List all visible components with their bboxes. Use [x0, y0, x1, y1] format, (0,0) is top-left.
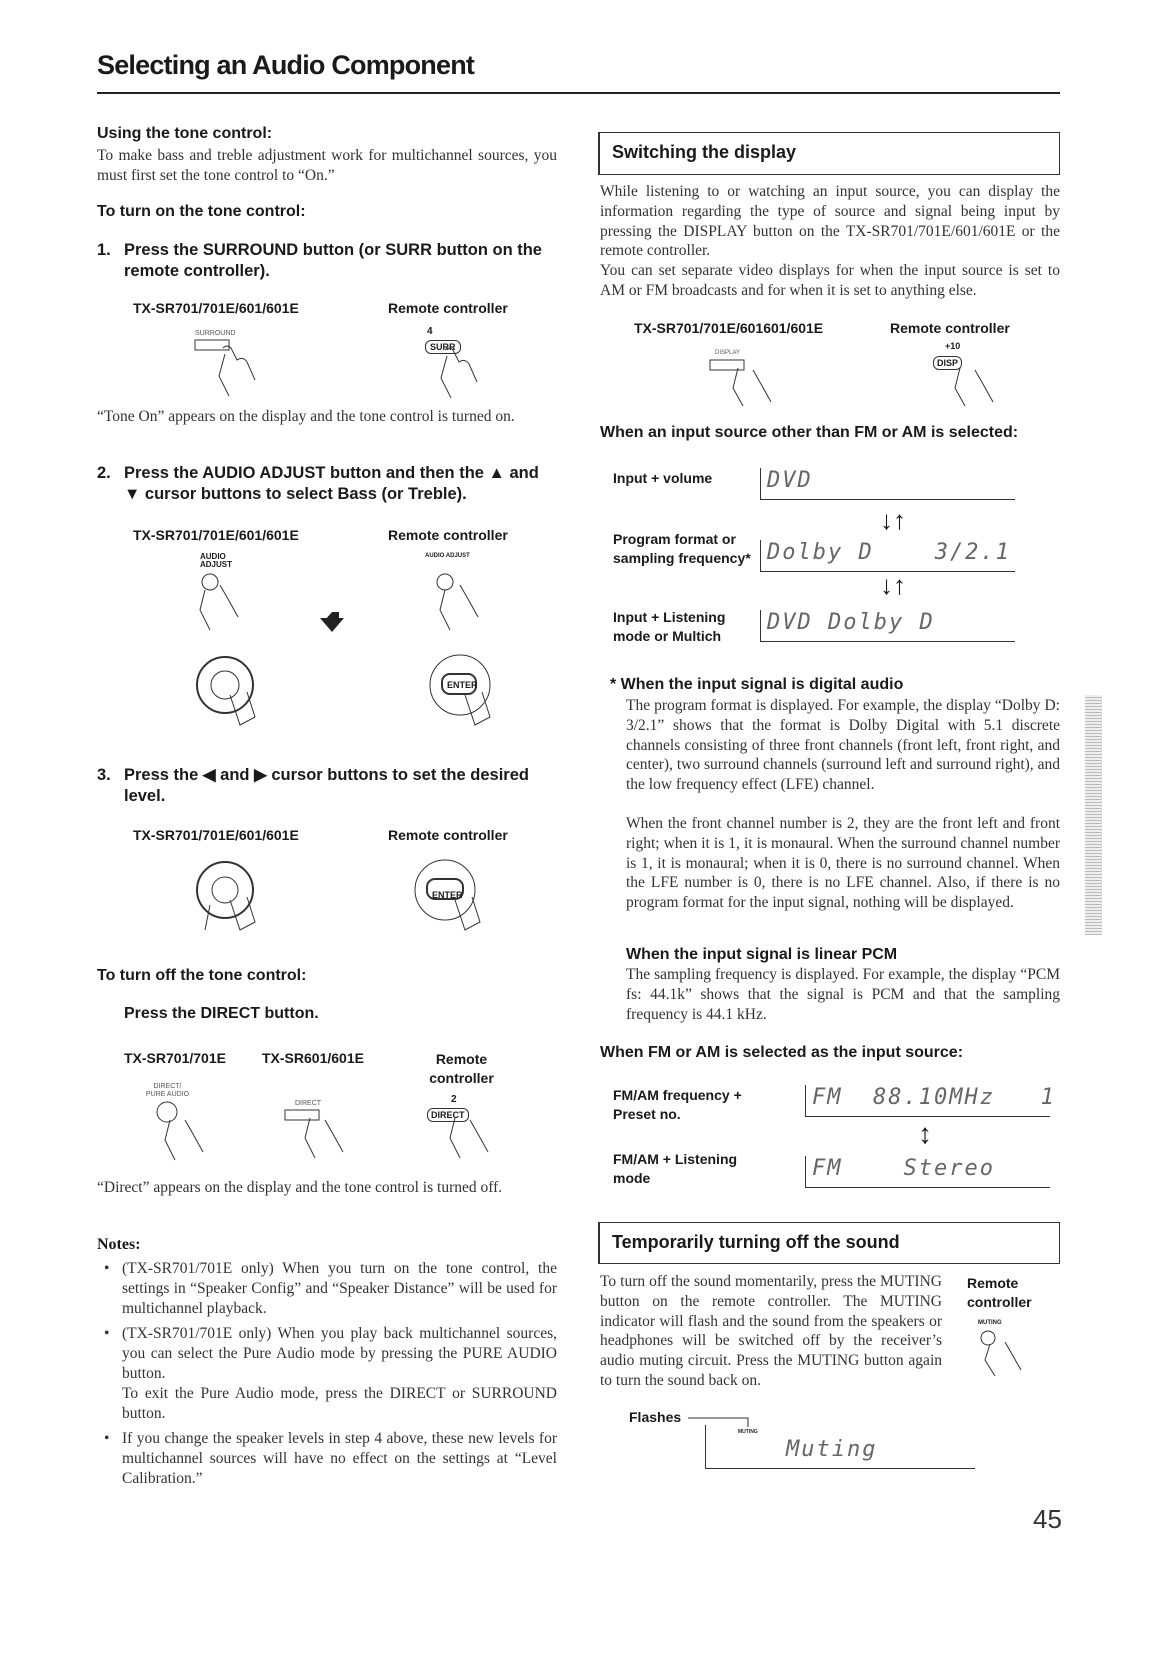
turn-on-heading: To turn on the tone control:: [97, 203, 306, 220]
notes-heading: Notes:: [97, 1236, 141, 1253]
side-tab-marker: [1085, 695, 1102, 935]
direct-button: DIRECT: [427, 1108, 469, 1122]
step-number: 2.: [97, 464, 111, 482]
unit-label: TX-SR701/701E/601/601E: [133, 527, 299, 543]
display-button-illustrations: [710, 360, 1030, 410]
hand-icon: [445, 345, 505, 400]
tone-heading: Using the tone control:: [97, 125, 273, 142]
muting-indicator: MUTING: [738, 1429, 758, 1435]
other-source-heading: When an input source other than FM or AM is selected:: [600, 424, 1019, 441]
unit-label: TX-SR701/701E/601/601E: [133, 827, 299, 843]
tone-on-text: “Tone On” appears on the display and the tone control is turned on.: [97, 408, 515, 425]
page-number: 45: [1033, 1504, 1062, 1534]
step-1: [97, 240, 557, 282]
arrows-icon: ↓↑: [880, 505, 906, 535]
remote-audio-adjust-label: AUDIO ADJUST: [425, 553, 470, 559]
lcd-display: Dolby D 3/2.1: [760, 540, 1015, 572]
lcd-display: DVD Dolby D: [760, 610, 1015, 642]
surround-label: SURROUND: [195, 330, 236, 337]
surr-button: SURR: [425, 340, 461, 354]
direct-button-illustrations: [145, 1100, 505, 1170]
remote-label: Remote controller: [388, 300, 508, 316]
note-text: If you change the speaker levels in step 4 above, these new levels for multichannel sources will have no effect on the settings at “Level Calibration.”: [122, 1430, 557, 1487]
row-label: FM/AM + Listening mode: [613, 1151, 738, 1186]
audio-adjust-illustration: [195, 570, 495, 750]
lcd-display: FM 88.10MHz 1: [805, 1085, 1050, 1117]
section-title: Switching the display: [612, 142, 797, 162]
remote-label: Remote controller: [388, 527, 508, 543]
note-text: To exit the Pure Audio mode, press the DIRECT or SURROUND button.: [122, 1384, 557, 1422]
label-remote: Remote controller: [429, 1051, 494, 1086]
label-tx-sr601: TX-SR601/601E: [262, 1050, 364, 1066]
pcm-heading: When the input signal is linear PCM: [626, 946, 898, 963]
step-text: Press the SURROUND button (or SURR button on the remote controller).: [124, 241, 542, 280]
remote-label: Remote controller: [388, 827, 508, 843]
step-2: [97, 463, 557, 505]
unit-label: TX-SR701/701E/601601/601E: [634, 320, 824, 336]
digital-paragraph-1: The program format is displayed. For example, the display “Dolby D: 3/2.1” shows that the format is Dolby Digital with 5.1 discrete channels consisting of three front channels (front left, front right, and center), two surround channels (surround left and surround right), and the low frequency effect (LFE) channel.: [626, 697, 1060, 794]
note-text: (TX-SR701/701E only) When you turn on the tone control, the settings in “Speaker Config” and “Speaker Distance” will be used for multichannel playback.: [122, 1260, 557, 1317]
note-item: • (TX-SR701/701E only) When you play back multichannel sources, you can select the Pure Audio mode by pressing the PURE AUDIO button.: [104, 1325, 557, 1382]
label-tx-sr701: TX-SR701/701E: [124, 1050, 226, 1066]
enter-button: ENTER: [432, 890, 463, 900]
muting-lcd-display: [705, 1425, 975, 1469]
note-item: • (TX-SR701/701E only) When you turn on the tone control, the settings in “Speaker Config” and “Speaker Distance” will be used for multichannel playback.: [104, 1260, 557, 1317]
turn-off-heading: To turn off the tone control:: [97, 967, 307, 984]
fm-heading: When FM or AM is selected as the input source:: [600, 1044, 964, 1061]
muting-header: [598, 1222, 1060, 1264]
cursor-buttons-illustration: [180, 855, 520, 945]
section-title: Temporarily turning off the sound: [612, 1232, 900, 1252]
digital-heading: * When the input signal is digital audio: [610, 676, 904, 693]
remote-number-4: 4: [427, 326, 433, 337]
note-text: (TX-SR701/701E only) When you play back multichannel sources, you can select the Pure Audio mode by pressing the PURE AUDIO button.: [122, 1325, 557, 1382]
muting-button-label: MUTING: [978, 1320, 1002, 1326]
step-text: Press the ◀ and ▶ cursor buttons to set the desired level.: [124, 766, 529, 805]
row-label: Input + volume: [613, 470, 713, 486]
page-title: Selecting an Audio Component: [97, 50, 475, 80]
step-text: Press the AUDIO ADJUST button and then the ▲ and ▼ cursor buttons to select Bass (or Treble).: [124, 464, 539, 503]
enter-button: ENTER: [447, 680, 478, 690]
remote-label: Remote controller: [967, 1275, 1032, 1310]
tone-intro: To make bass and treble adjustment work for multichannel sources, you must first set the tone control to “On.”: [97, 147, 557, 184]
muting-paragraph: To turn off the sound momentarily, press the MUTING button on the remote controller. The MUTING indicator will flash and the sound from the speakers or headphones will be switched off by the receiver’s audio muting circuit. Press the MUTING button again to turn the sound back on.: [600, 1273, 942, 1389]
notes-list: [104, 1259, 557, 1489]
press-direct: Press the DIRECT button.: [124, 1005, 319, 1022]
step-number: 1.: [97, 241, 111, 259]
pcm-paragraph: The sampling frequency is displayed. For example, the display “PCM fs: 44.1k” shows that the signal is PCM and that the sampling frequency is 44.1 kHz.: [626, 966, 1060, 1023]
muting-lcd-text: Muting: [786, 1437, 878, 1462]
row-label: FM/AM frequency + Preset no.: [613, 1087, 742, 1122]
row-label: Input + Listening mode or Multich: [613, 609, 726, 644]
direct-pure-audio-label: DIRECT/ PURE AUDIO: [145, 1083, 190, 1098]
remote-plus10: +10: [945, 341, 961, 351]
switching-display-header: [598, 132, 1060, 175]
surround-button-hand-illustration: [195, 340, 275, 400]
step-3: [97, 765, 557, 807]
switch-paragraph-2: You can set separate video displays for when the input source is set to AM or FM broadcasts and for when it is set to anything else.: [600, 262, 1060, 299]
note-item: [122, 1384, 557, 1424]
switch-paragraph-1: While listening to or watching an input source, you can display the information regarding the type of source and signal being input by pressing the DISPLAY button on the TX-SR701/701E/601/601E or the remote controller.: [600, 183, 1060, 260]
lcd-display: FM Stereo: [805, 1156, 1050, 1188]
arrows-icon: ↕: [918, 1118, 932, 1149]
row-label: Program format or sampling frequency*: [613, 531, 751, 566]
direct-text: “Direct” appears on the display and the tone control is turned off.: [97, 1179, 503, 1196]
lcd-display: DVD: [760, 468, 1015, 500]
display-label: DISPLAY: [715, 350, 740, 356]
arrows-icon: ↓↑: [880, 570, 906, 600]
remote-label: Remote controller: [890, 320, 1010, 336]
remote-number-2: 2: [451, 1094, 457, 1105]
flashes-label: Flashes: [629, 1409, 682, 1425]
muting-button-hand-illustration: [980, 1330, 1040, 1380]
step-number: 3.: [97, 766, 111, 784]
display-button: DISP: [933, 356, 962, 370]
digital-paragraph-2: When the front channel number is 2, they are the front left and front right; when it is 1, it is monaural. When the surround channel number is 1, it is monaural; when it is 0, there is no surround channel. When the LFE number is 0, there is no LFE channel. Also, if there is no program format for the input signal, nothing will be displayed.: [626, 815, 1060, 912]
note-item: • If you change the speaker levels in step 4 above, these new levels for multichannel sources will have no effect on the settings at “Level Calibration.”: [104, 1430, 557, 1487]
title-rule: [97, 92, 1060, 94]
audio-adjust-label: AUDIO ADJUST: [200, 552, 233, 569]
direct-label: DIRECT: [295, 1100, 322, 1107]
unit-label: TX-SR701/701E/601/601E: [133, 300, 299, 316]
